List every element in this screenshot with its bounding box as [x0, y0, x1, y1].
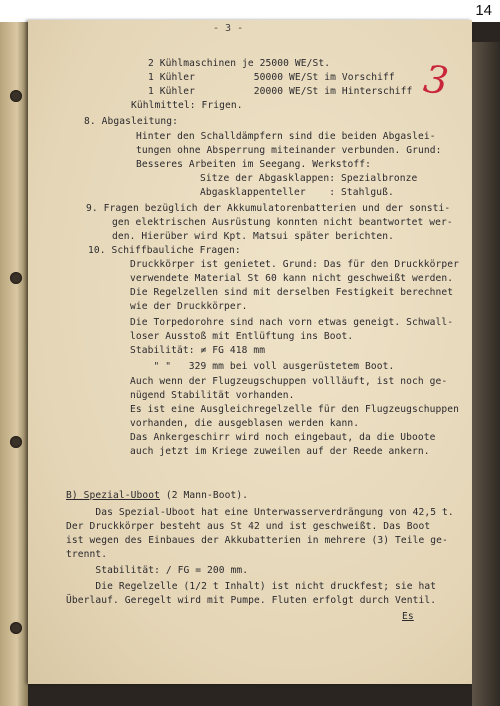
section-9-line: 9. Fragen bezüglich der Akkumulatorenbatterien und der sonsti-: [86, 203, 451, 214]
page-number: 14: [475, 2, 492, 19]
section-b-line: Stabilität: / FG = 200 mm.: [66, 565, 249, 576]
section-b-line: ist wegen des Einbaues der Akkubatterien in mehrere (3) Teile ge-: [66, 535, 448, 546]
section-10-line: nügend Stabilität vorhanden.: [130, 390, 295, 401]
section-8-line: tungen ohne Absperrung miteinander verbunden. Grund:: [136, 145, 442, 156]
section-10-line: verwendete Material St 60 kann nicht geschweißt werden.: [130, 273, 454, 284]
section-b-line: Der Druckkörper besteht aus St 42 und ist geschweißt. Das Boot: [66, 521, 431, 532]
punch-hole: [10, 622, 22, 634]
cooling-line: 1 Kühler 20000 WE/St im Hinterschiff: [148, 86, 413, 97]
section-10-title: 10. Schiffbauliche Fragen:: [88, 245, 241, 256]
section-10-line: Stabilität: ≠ FG 418 mm: [130, 345, 266, 356]
red-page-annotation: 3: [421, 56, 452, 104]
punch-hole: [10, 272, 22, 284]
section-10-line: Auch wenn der Flugzeugschuppen vollläuft, ist noch ge-: [130, 376, 448, 387]
section-10-line: Druckkörper ist genietet. Grund: Das für den Druckkörper: [130, 259, 460, 270]
binder-edge: [472, 42, 500, 706]
section-b-line: Überlauf. Geregelt wird mit Pumpe. Fluten erfolgt durch Ventil.: [66, 595, 437, 606]
document-page: [28, 20, 472, 684]
section-b-heading-underlined: B) Spezial-Uboot: [66, 490, 161, 501]
page-header-mark: - 3 -: [213, 23, 244, 34]
section-10-line: wie der Druckkörper.: [130, 301, 248, 312]
cooling-line: 2 Kühlmaschinen je 25000 WE/St.: [148, 58, 331, 69]
section-10-line: Das Ankergeschirr wird noch eingebaut, da die Uboote: [130, 432, 436, 443]
section-8-line: Abgasklappenteller : Stahlguß.: [200, 187, 394, 198]
section-b-line: trennt.: [66, 549, 108, 560]
section-10-line: auch jetzt im Kriege zuweilen auf der Reede ankern.: [130, 446, 430, 457]
left-binder-sheet: [0, 22, 28, 706]
section-8-title: 8. Abgasleitung:: [84, 116, 179, 127]
section-8-line: Besseres Arbeiten im Seegang. Werkstoff:: [136, 159, 372, 170]
section-10-line: loser Ausstoß mit Entlüftung ins Boot.: [130, 331, 354, 342]
section-10-line: Die Torpedorohre sind nach vorn etwas geneigt. Schwall-: [130, 317, 454, 328]
continuation-word: Es: [402, 611, 414, 622]
section-b-line: Die Regelzelle (1/2 t Inhalt) ist nicht druckfest; sie hat: [66, 581, 437, 592]
section-8-line: Hinter den Schalldämpfern sind die beiden Abgaslei-: [136, 131, 436, 142]
punch-hole: [10, 90, 22, 102]
section-10-line: Es ist eine Ausgleichregelzelle für den Flugzeugschuppen: [130, 404, 460, 415]
section-9-line: gen elektrischen Ausrüstung konnten nicht beantwortet wer-: [112, 217, 453, 228]
section-9-line: den. Hierüber wird Kpt. Matsui später berichten.: [112, 231, 395, 242]
cooling-line: 1 Kühler 50000 WE/St im Vorschiff: [148, 72, 395, 83]
cooling-line: Kühlmittel: Frigen.: [131, 100, 243, 111]
section-10-line: Die Regelzellen sind mit derselben Festigkeit berechnet: [130, 287, 454, 298]
section-8-line: Sitze der Abgasklappen: Spezialbronze: [200, 173, 418, 184]
section-b-heading-suffix: (2 Mann-Boot).: [160, 490, 249, 501]
punch-hole: [10, 436, 22, 448]
section-b-heading: [66, 490, 248, 502]
section-b-line: Das Spezial-Uboot hat eine Unterwasserverdrängung von 42,5 t.: [66, 507, 454, 518]
section-10-line: vorhanden, die ausgeblasen werden kann.: [130, 418, 360, 429]
section-10-line: " " 329 mm bei voll ausgerüstetem Boot.: [130, 361, 395, 372]
